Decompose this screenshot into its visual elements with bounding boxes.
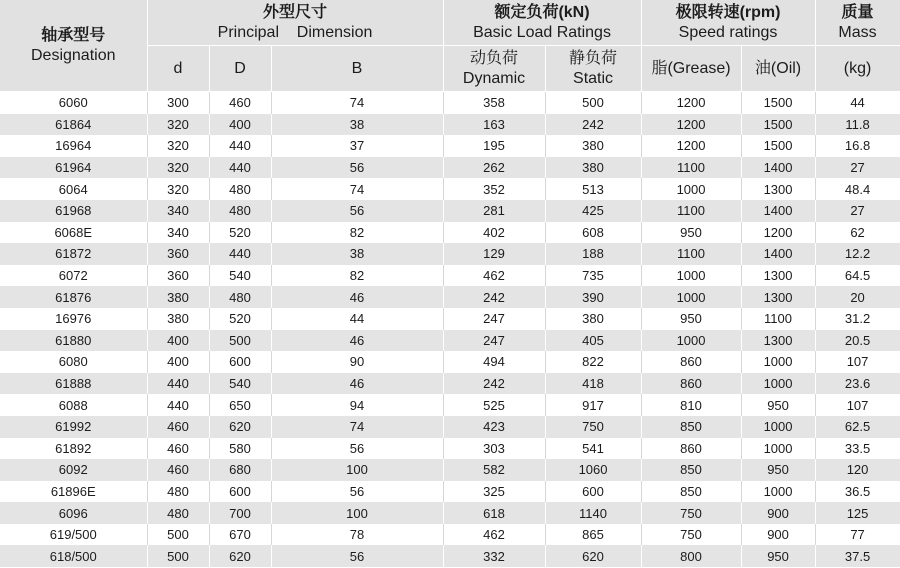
cell-mass: 33.5 xyxy=(815,438,900,460)
cell-mass: 48.4 xyxy=(815,178,900,200)
cell-grease: 810 xyxy=(641,394,741,416)
cell-designation: 61880 xyxy=(0,330,147,352)
cell-designation: 61896E xyxy=(0,481,147,503)
mass-cn: 质量 xyxy=(841,3,874,21)
cell-dynamic: 262 xyxy=(443,157,545,179)
col-B: B xyxy=(271,46,443,92)
cell-dynamic: 582 xyxy=(443,459,545,481)
cell-d: 460 xyxy=(147,459,209,481)
cell-D: 670 xyxy=(209,524,271,546)
table-row xyxy=(0,92,900,114)
cell-static: 425 xyxy=(545,200,641,222)
table-body xyxy=(0,92,900,568)
cell-dynamic: 247 xyxy=(443,330,545,352)
static-en: Static xyxy=(573,69,614,87)
table-row xyxy=(0,459,900,481)
speed-header xyxy=(641,0,815,46)
cell-d: 480 xyxy=(147,502,209,524)
cell-d: 360 xyxy=(147,243,209,265)
cell-static: 1060 xyxy=(545,459,641,481)
ratings-header xyxy=(443,0,641,46)
cell-mass: 107 xyxy=(815,351,900,373)
table-row xyxy=(0,373,900,395)
cell-oil: 1400 xyxy=(741,200,815,222)
cell-designation: 61864 xyxy=(0,114,147,136)
cell-mass: 12.2 xyxy=(815,243,900,265)
cell-static: 405 xyxy=(545,330,641,352)
cell-B: 56 xyxy=(271,200,443,222)
cell-B: 46 xyxy=(271,373,443,395)
cell-grease: 1000 xyxy=(641,178,741,200)
cell-grease: 860 xyxy=(641,373,741,395)
cell-d: 340 xyxy=(147,222,209,244)
cell-D: 520 xyxy=(209,308,271,330)
cell-grease: 1000 xyxy=(641,265,741,287)
cell-grease: 1200 xyxy=(641,114,741,136)
table-row xyxy=(0,265,900,287)
cell-mass: 44 xyxy=(815,92,900,114)
col-d: d xyxy=(147,46,209,92)
cell-D: 600 xyxy=(209,351,271,373)
cell-D: 440 xyxy=(209,157,271,179)
speed-en: Speed ratings xyxy=(678,23,778,41)
cell-oil: 1000 xyxy=(741,481,815,503)
cell-B: 74 xyxy=(271,92,443,114)
cell-designation: 16964 xyxy=(0,135,147,157)
cell-d: 380 xyxy=(147,286,209,308)
col-dynamic xyxy=(443,46,545,92)
dimension-header xyxy=(147,0,443,46)
speed-cn: 极限转速(rpm) xyxy=(675,3,781,21)
cell-grease: 860 xyxy=(641,438,741,460)
cell-static: 735 xyxy=(545,265,641,287)
cell-static: 750 xyxy=(545,416,641,438)
cell-dynamic: 618 xyxy=(443,502,545,524)
cell-oil: 950 xyxy=(741,459,815,481)
cell-grease: 850 xyxy=(641,481,741,503)
cell-D: 600 xyxy=(209,481,271,503)
cell-d: 340 xyxy=(147,200,209,222)
cell-d: 400 xyxy=(147,351,209,373)
cell-designation: 61992 xyxy=(0,416,147,438)
cell-dynamic: 462 xyxy=(443,265,545,287)
cell-oil: 1000 xyxy=(741,351,815,373)
col-static xyxy=(545,46,641,92)
cell-B: 74 xyxy=(271,416,443,438)
cell-B: 38 xyxy=(271,114,443,136)
cell-static: 380 xyxy=(545,135,641,157)
cell-dynamic: 525 xyxy=(443,394,545,416)
cell-static: 380 xyxy=(545,308,641,330)
cell-static: 620 xyxy=(545,545,641,567)
cell-B: 44 xyxy=(271,308,443,330)
cell-B: 94 xyxy=(271,394,443,416)
cell-mass: 107 xyxy=(815,394,900,416)
cell-D: 620 xyxy=(209,416,271,438)
cell-B: 100 xyxy=(271,502,443,524)
cell-designation: 16976 xyxy=(0,308,147,330)
cell-designation: 6080 xyxy=(0,351,147,373)
cell-mass: 27 xyxy=(815,200,900,222)
cell-D: 480 xyxy=(209,200,271,222)
cell-oil: 1000 xyxy=(741,373,815,395)
cell-oil: 1400 xyxy=(741,243,815,265)
cell-static: 600 xyxy=(545,481,641,503)
dynamic-en: Dynamic xyxy=(462,69,526,87)
cell-dynamic: 402 xyxy=(443,222,545,244)
cell-D: 400 xyxy=(209,114,271,136)
cell-B: 56 xyxy=(271,157,443,179)
cell-mass: 64.5 xyxy=(815,265,900,287)
cell-dynamic: 325 xyxy=(443,481,545,503)
cell-B: 56 xyxy=(271,481,443,503)
cell-dynamic: 242 xyxy=(443,286,545,308)
cell-static: 390 xyxy=(545,286,641,308)
table-row xyxy=(0,114,900,136)
cell-D: 580 xyxy=(209,438,271,460)
cell-grease: 1100 xyxy=(641,243,741,265)
cell-B: 46 xyxy=(271,286,443,308)
cell-grease: 1100 xyxy=(641,157,741,179)
cell-dynamic: 242 xyxy=(443,373,545,395)
cell-oil: 1300 xyxy=(741,330,815,352)
cell-designation: 6060 xyxy=(0,92,147,114)
cell-oil: 1400 xyxy=(741,157,815,179)
cell-grease: 750 xyxy=(641,524,741,546)
cell-D: 500 xyxy=(209,330,271,352)
dimension-en: Principal Dimension xyxy=(217,23,373,41)
cell-oil: 1200 xyxy=(741,222,815,244)
col-grease: 脂(Grease) xyxy=(641,46,741,92)
cell-static: 1140 xyxy=(545,502,641,524)
col-D: D xyxy=(209,46,271,92)
col-oil: 油(Oil) xyxy=(741,46,815,92)
cell-grease: 850 xyxy=(641,416,741,438)
cell-oil: 1300 xyxy=(741,286,815,308)
cell-grease: 800 xyxy=(641,545,741,567)
cell-D: 680 xyxy=(209,459,271,481)
cell-d: 440 xyxy=(147,373,209,395)
cell-designation: 61968 xyxy=(0,200,147,222)
cell-d: 300 xyxy=(147,92,209,114)
ratings-en: Basic Load Ratings xyxy=(473,23,611,41)
ratings-cn: 额定负荷(kN) xyxy=(494,3,590,21)
table-header xyxy=(0,0,900,92)
cell-static: 500 xyxy=(545,92,641,114)
table-row xyxy=(0,308,900,330)
cell-oil: 1500 xyxy=(741,135,815,157)
cell-designation: 61876 xyxy=(0,286,147,308)
designation-en: Designation xyxy=(31,46,116,64)
static-cn: 静负荷 xyxy=(569,49,618,67)
cell-static: 865 xyxy=(545,524,641,546)
cell-designation: 6072 xyxy=(0,265,147,287)
cell-D: 700 xyxy=(209,502,271,524)
cell-grease: 860 xyxy=(641,351,741,373)
cell-mass: 20 xyxy=(815,286,900,308)
mass-en: Mass xyxy=(838,23,877,41)
cell-oil: 1000 xyxy=(741,438,815,460)
cell-oil: 1300 xyxy=(741,178,815,200)
cell-D: 440 xyxy=(209,243,271,265)
cell-oil: 1000 xyxy=(741,416,815,438)
cell-dynamic: 358 xyxy=(443,92,545,114)
dimension-cn: 外型尺寸 xyxy=(263,3,328,21)
designation-header xyxy=(0,0,147,92)
table-row xyxy=(0,243,900,265)
cell-oil: 900 xyxy=(741,524,815,546)
cell-designation: 618/500 xyxy=(0,545,147,567)
table-row xyxy=(0,330,900,352)
cell-mass: 37.5 xyxy=(815,545,900,567)
cell-oil: 950 xyxy=(741,394,815,416)
table-row xyxy=(0,524,900,546)
cell-d: 320 xyxy=(147,114,209,136)
table-row xyxy=(0,286,900,308)
cell-D: 620 xyxy=(209,545,271,567)
table-row xyxy=(0,178,900,200)
cell-mass: 16.8 xyxy=(815,135,900,157)
cell-D: 480 xyxy=(209,178,271,200)
cell-d: 320 xyxy=(147,135,209,157)
cell-static: 541 xyxy=(545,438,641,460)
cell-dynamic: 332 xyxy=(443,545,545,567)
cell-grease: 1000 xyxy=(641,286,741,308)
cell-dynamic: 462 xyxy=(443,524,545,546)
cell-D: 650 xyxy=(209,394,271,416)
cell-B: 46 xyxy=(271,330,443,352)
cell-grease: 950 xyxy=(641,308,741,330)
cell-static: 380 xyxy=(545,157,641,179)
cell-static: 822 xyxy=(545,351,641,373)
table-row xyxy=(0,222,900,244)
cell-oil: 950 xyxy=(741,545,815,567)
cell-oil: 1500 xyxy=(741,92,815,114)
table-row xyxy=(0,416,900,438)
table-row xyxy=(0,481,900,503)
cell-B: 56 xyxy=(271,438,443,460)
cell-grease: 1200 xyxy=(641,135,741,157)
cell-mass: 31.2 xyxy=(815,308,900,330)
cell-static: 917 xyxy=(545,394,641,416)
cell-grease: 750 xyxy=(641,502,741,524)
cell-B: 82 xyxy=(271,222,443,244)
table-row xyxy=(0,545,900,567)
cell-B: 56 xyxy=(271,545,443,567)
cell-mass: 11.8 xyxy=(815,114,900,136)
cell-grease: 1100 xyxy=(641,200,741,222)
cell-designation: 61888 xyxy=(0,373,147,395)
cell-static: 418 xyxy=(545,373,641,395)
cell-static: 608 xyxy=(545,222,641,244)
cell-grease: 1200 xyxy=(641,92,741,114)
cell-B: 100 xyxy=(271,459,443,481)
cell-oil: 1300 xyxy=(741,265,815,287)
cell-grease: 1000 xyxy=(641,330,741,352)
table-row xyxy=(0,351,900,373)
cell-d: 460 xyxy=(147,416,209,438)
table-row xyxy=(0,438,900,460)
cell-dynamic: 195 xyxy=(443,135,545,157)
designation-cn: 轴承型号 xyxy=(41,26,106,44)
cell-dynamic: 423 xyxy=(443,416,545,438)
table-row xyxy=(0,502,900,524)
table-row xyxy=(0,394,900,416)
cell-dynamic: 129 xyxy=(443,243,545,265)
cell-grease: 850 xyxy=(641,459,741,481)
cell-d: 380 xyxy=(147,308,209,330)
cell-oil: 1100 xyxy=(741,308,815,330)
cell-mass: 23.6 xyxy=(815,373,900,395)
cell-oil: 1500 xyxy=(741,114,815,136)
cell-dynamic: 494 xyxy=(443,351,545,373)
cell-oil: 900 xyxy=(741,502,815,524)
cell-designation: 61964 xyxy=(0,157,147,179)
cell-mass: 20.5 xyxy=(815,330,900,352)
cell-dynamic: 281 xyxy=(443,200,545,222)
cell-d: 320 xyxy=(147,178,209,200)
cell-D: 540 xyxy=(209,373,271,395)
cell-B: 37 xyxy=(271,135,443,157)
cell-D: 480 xyxy=(209,286,271,308)
cell-B: 78 xyxy=(271,524,443,546)
table-row xyxy=(0,200,900,222)
cell-B: 90 xyxy=(271,351,443,373)
cell-grease: 950 xyxy=(641,222,741,244)
cell-mass: 36.5 xyxy=(815,481,900,503)
table-row xyxy=(0,157,900,179)
cell-D: 540 xyxy=(209,265,271,287)
cell-d: 360 xyxy=(147,265,209,287)
cell-dynamic: 352 xyxy=(443,178,545,200)
cell-mass: 125 xyxy=(815,502,900,524)
cell-B: 74 xyxy=(271,178,443,200)
cell-d: 460 xyxy=(147,438,209,460)
cell-mass: 62 xyxy=(815,222,900,244)
dynamic-cn: 动负荷 xyxy=(470,49,519,67)
cell-d: 480 xyxy=(147,481,209,503)
cell-d: 500 xyxy=(147,545,209,567)
cell-dynamic: 163 xyxy=(443,114,545,136)
cell-D: 460 xyxy=(209,92,271,114)
cell-d: 500 xyxy=(147,524,209,546)
cell-d: 400 xyxy=(147,330,209,352)
cell-B: 38 xyxy=(271,243,443,265)
cell-designation: 6088 xyxy=(0,394,147,416)
cell-designation: 6064 xyxy=(0,178,147,200)
col-kg: (kg) xyxy=(815,46,900,92)
cell-mass: 120 xyxy=(815,459,900,481)
cell-designation: 6068E xyxy=(0,222,147,244)
cell-d: 440 xyxy=(147,394,209,416)
cell-mass: 77 xyxy=(815,524,900,546)
table-row xyxy=(0,135,900,157)
cell-mass: 62.5 xyxy=(815,416,900,438)
cell-dynamic: 303 xyxy=(443,438,545,460)
cell-D: 440 xyxy=(209,135,271,157)
cell-D: 520 xyxy=(209,222,271,244)
cell-mass: 27 xyxy=(815,157,900,179)
cell-B: 82 xyxy=(271,265,443,287)
cell-d: 320 xyxy=(147,157,209,179)
cell-designation: 61892 xyxy=(0,438,147,460)
cell-static: 242 xyxy=(545,114,641,136)
cell-designation: 6096 xyxy=(0,502,147,524)
mass-header xyxy=(815,0,900,46)
cell-dynamic: 247 xyxy=(443,308,545,330)
cell-designation: 61872 xyxy=(0,243,147,265)
cell-designation: 619/500 xyxy=(0,524,147,546)
cell-static: 188 xyxy=(545,243,641,265)
cell-designation: 6092 xyxy=(0,459,147,481)
cell-static: 513 xyxy=(545,178,641,200)
